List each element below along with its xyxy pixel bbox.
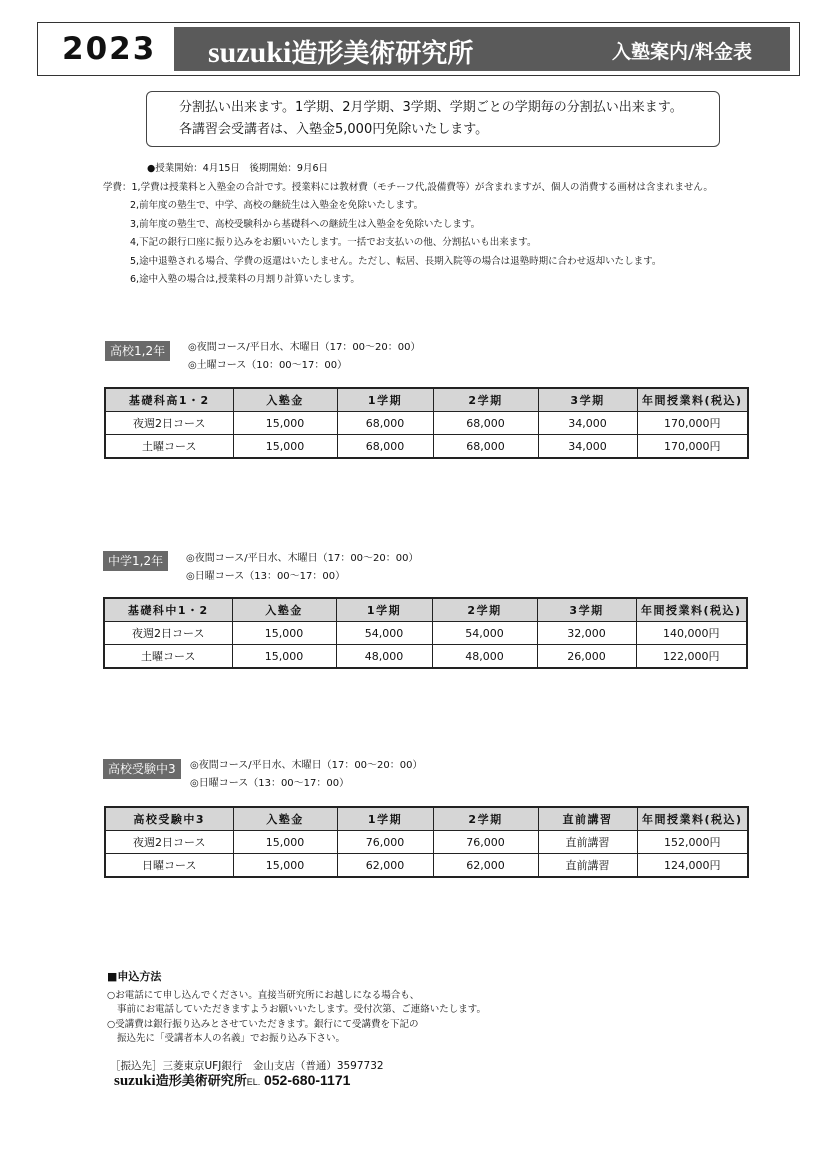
table-cell: 夜週2日コース [104, 622, 232, 645]
header-cell: 年間授業料(税込) [636, 598, 747, 622]
table-cell: 122,000円 [636, 645, 747, 669]
table-cell: 直前講習 [538, 831, 637, 854]
table-row [104, 645, 747, 669]
header-cell: 3学期 [538, 388, 637, 412]
table-cell: 54,000 [432, 622, 537, 645]
fee-table-exam-prep [104, 806, 749, 878]
application-method [107, 970, 707, 1047]
header-cell: 2学期 [432, 598, 537, 622]
header-cell: 1学期 [336, 598, 432, 622]
table-cell: 土曜コース [104, 645, 232, 669]
table-cell: 54,000 [336, 622, 432, 645]
table-cell: 土曜コース [105, 435, 233, 459]
table-cell: 140,000円 [636, 622, 747, 645]
table-row [105, 854, 748, 878]
table-cell: 62,000 [337, 854, 433, 878]
bank-account: ［振込先］三菱東京UFJ銀行 金山支店（普通）3597732 [110, 1060, 384, 1072]
table-cell: 15,000 [233, 831, 337, 854]
tuition-note-2: 2,前年度の塾生で、中学、高校の継続生は入塾金を免除いたします。 [130, 200, 424, 211]
header-band [174, 27, 790, 71]
brand-latin: suzuki [208, 36, 292, 69]
course-schedule-exam-prep [190, 757, 423, 793]
table-header-row [105, 807, 748, 831]
table-cell: 68,000 [433, 412, 538, 435]
application-line-2: 事前にお電話していただきますようお願いいたします。受付次第、ご連絡いたします。 [117, 1004, 486, 1015]
table-cell: 68,000 [433, 435, 538, 459]
course-weekend: ◎日曜コース（13：00〜17：00） [186, 571, 346, 582]
payment-notice-box [146, 91, 720, 147]
table-header-row [104, 598, 747, 622]
course-evening: ◎夜間コース/平日水、木曜日（17：00〜20：00） [188, 342, 421, 353]
brand-name [208, 33, 473, 70]
tuition-info [103, 160, 783, 290]
tuition-note-1: 学費：1,学費は授業料と入塾金の合計です。授業料には教材費（モチーフ代,設備費等）が含まれますが、個人の消費する画材は含まれません。 [103, 181, 713, 193]
table-cell: 15,000 [232, 645, 336, 669]
table-cell: 76,000 [337, 831, 433, 854]
application-line-4: 振込先に「受講者本人の名義」でお振り込み下さい。 [117, 1033, 346, 1044]
tuition-note-4: 4,下記の銀行口座に振り込みをお願いいたします。一括でお支払いの他、分割払いも出来ます。 [130, 237, 537, 248]
course-weekend: ◎土曜コース（10：00〜17：00） [188, 360, 348, 371]
table-cell: 夜週2日コース [105, 831, 233, 854]
header-cell: 基礎科高1・2 [105, 388, 233, 412]
year-label: 2023 [62, 31, 157, 67]
table-cell: 170,000円 [637, 412, 748, 435]
application-line-1: ○お電話にて申し込んでください。直接当研究所にお越しになる場合も、 [107, 989, 420, 1001]
table-cell: 170,000円 [637, 435, 748, 459]
footer-brand-jp: 造形美術研究所 [155, 1073, 247, 1088]
table-cell: 32,000 [537, 622, 636, 645]
header-cell: 入塾金 [233, 807, 337, 831]
phone-number[interactable]: 052-680-1171 [263, 1072, 351, 1088]
header-cell: 基礎科中1・2 [104, 598, 232, 622]
notice-line-2: 各講習会受講者は、入塾金5,000円免除いたします。 [179, 122, 489, 137]
table-header-row [105, 388, 748, 412]
footer-contact [114, 1070, 350, 1090]
footer-brand-latin: suzuki [114, 1073, 156, 1089]
header-cell: 年間授業料(税込) [637, 388, 748, 412]
section-tag-exam-prep: 高校受験中3 [103, 759, 181, 779]
brand-jp: 造形美術研究所 [291, 39, 474, 68]
fee-table-junior-high [103, 597, 748, 669]
header-cell: 2学期 [433, 807, 538, 831]
header-cell: 2学期 [433, 388, 538, 412]
course-evening: ◎夜間コース/平日水、木曜日（17：00〜20：00） [186, 553, 419, 564]
tuition-note-6: 6,途中入塾の場合は,授業料の月割り計算いたします。 [130, 274, 360, 285]
table-cell: 48,000 [432, 645, 537, 669]
header-cell: 直前講習 [538, 807, 637, 831]
section-tag-junior-high: 中学1,2年 [103, 551, 168, 571]
course-weekend: ◎日曜コース（13：00〜17：00） [190, 778, 350, 789]
table-cell: 直前講習 [538, 854, 637, 878]
header-cell: 入塾金 [233, 388, 337, 412]
course-schedule-junior-high [186, 550, 419, 586]
tuition-note-5: 5,途中退塾される場合、学費の返還はいたしません。ただし、転居、長期入院等の場合は退塾時期に合わせ返却いたします。 [130, 255, 662, 267]
application-line-3: ○受講費は銀行振り込みとさせていただきます。銀行にて受講費を下記の [107, 1018, 419, 1030]
table-cell: 152,000円 [637, 831, 748, 854]
header-cell: 1学期 [337, 807, 433, 831]
table-cell: 夜週2日コース [105, 412, 233, 435]
table-cell: 15,000 [233, 854, 337, 878]
header-cell: 1学期 [337, 388, 433, 412]
table-cell: 15,000 [232, 622, 336, 645]
class-start-dates: ●授業開始：4月15日 後期開始：9月6日 [147, 163, 329, 174]
header-cell: 年間授業料(税込) [637, 807, 748, 831]
table-cell: 124,000円 [637, 854, 748, 878]
table-cell: 15,000 [233, 412, 337, 435]
document-title: 入塾案内/料金表 [612, 41, 752, 63]
table-row [105, 412, 748, 435]
tuition-note-3: 3,前年度の塾生で、高校受験科から基礎科への継続生は入塾金を免除いたします。 [130, 218, 481, 230]
fee-table-high-school [104, 387, 749, 459]
table-row [105, 435, 748, 459]
table-row [105, 831, 748, 854]
table-cell: 68,000 [337, 412, 433, 435]
header-cell: 高校受験中3 [105, 807, 233, 831]
notice-line-1: 分割払い出来ます。1学期、2月学期、3学期、学期ごとの学期毎の分割払い出来ます。 [179, 100, 683, 115]
header-cell: 3学期 [537, 598, 636, 622]
table-cell: 34,000 [538, 435, 637, 459]
table-row [104, 622, 747, 645]
section-tag-high-school: 高校1,2年 [105, 341, 170, 361]
table-cell: 62,000 [433, 854, 538, 878]
table-cell: 48,000 [336, 645, 432, 669]
course-evening: ◎夜間コース/平日水、木曜日（17：00〜20：00） [190, 760, 423, 771]
course-schedule-high-school [188, 339, 421, 375]
table-cell: 15,000 [233, 435, 337, 459]
table-cell: 76,000 [433, 831, 538, 854]
page-header [37, 22, 800, 76]
header-cell: 入塾金 [232, 598, 336, 622]
table-cell: 68,000 [337, 435, 433, 459]
table-cell: 日曜コース [105, 854, 233, 878]
table-cell: 26,000 [537, 645, 636, 669]
tel-label: EL. [246, 1077, 261, 1087]
application-heading: ■申込方法 [107, 970, 162, 983]
table-cell: 34,000 [538, 412, 637, 435]
